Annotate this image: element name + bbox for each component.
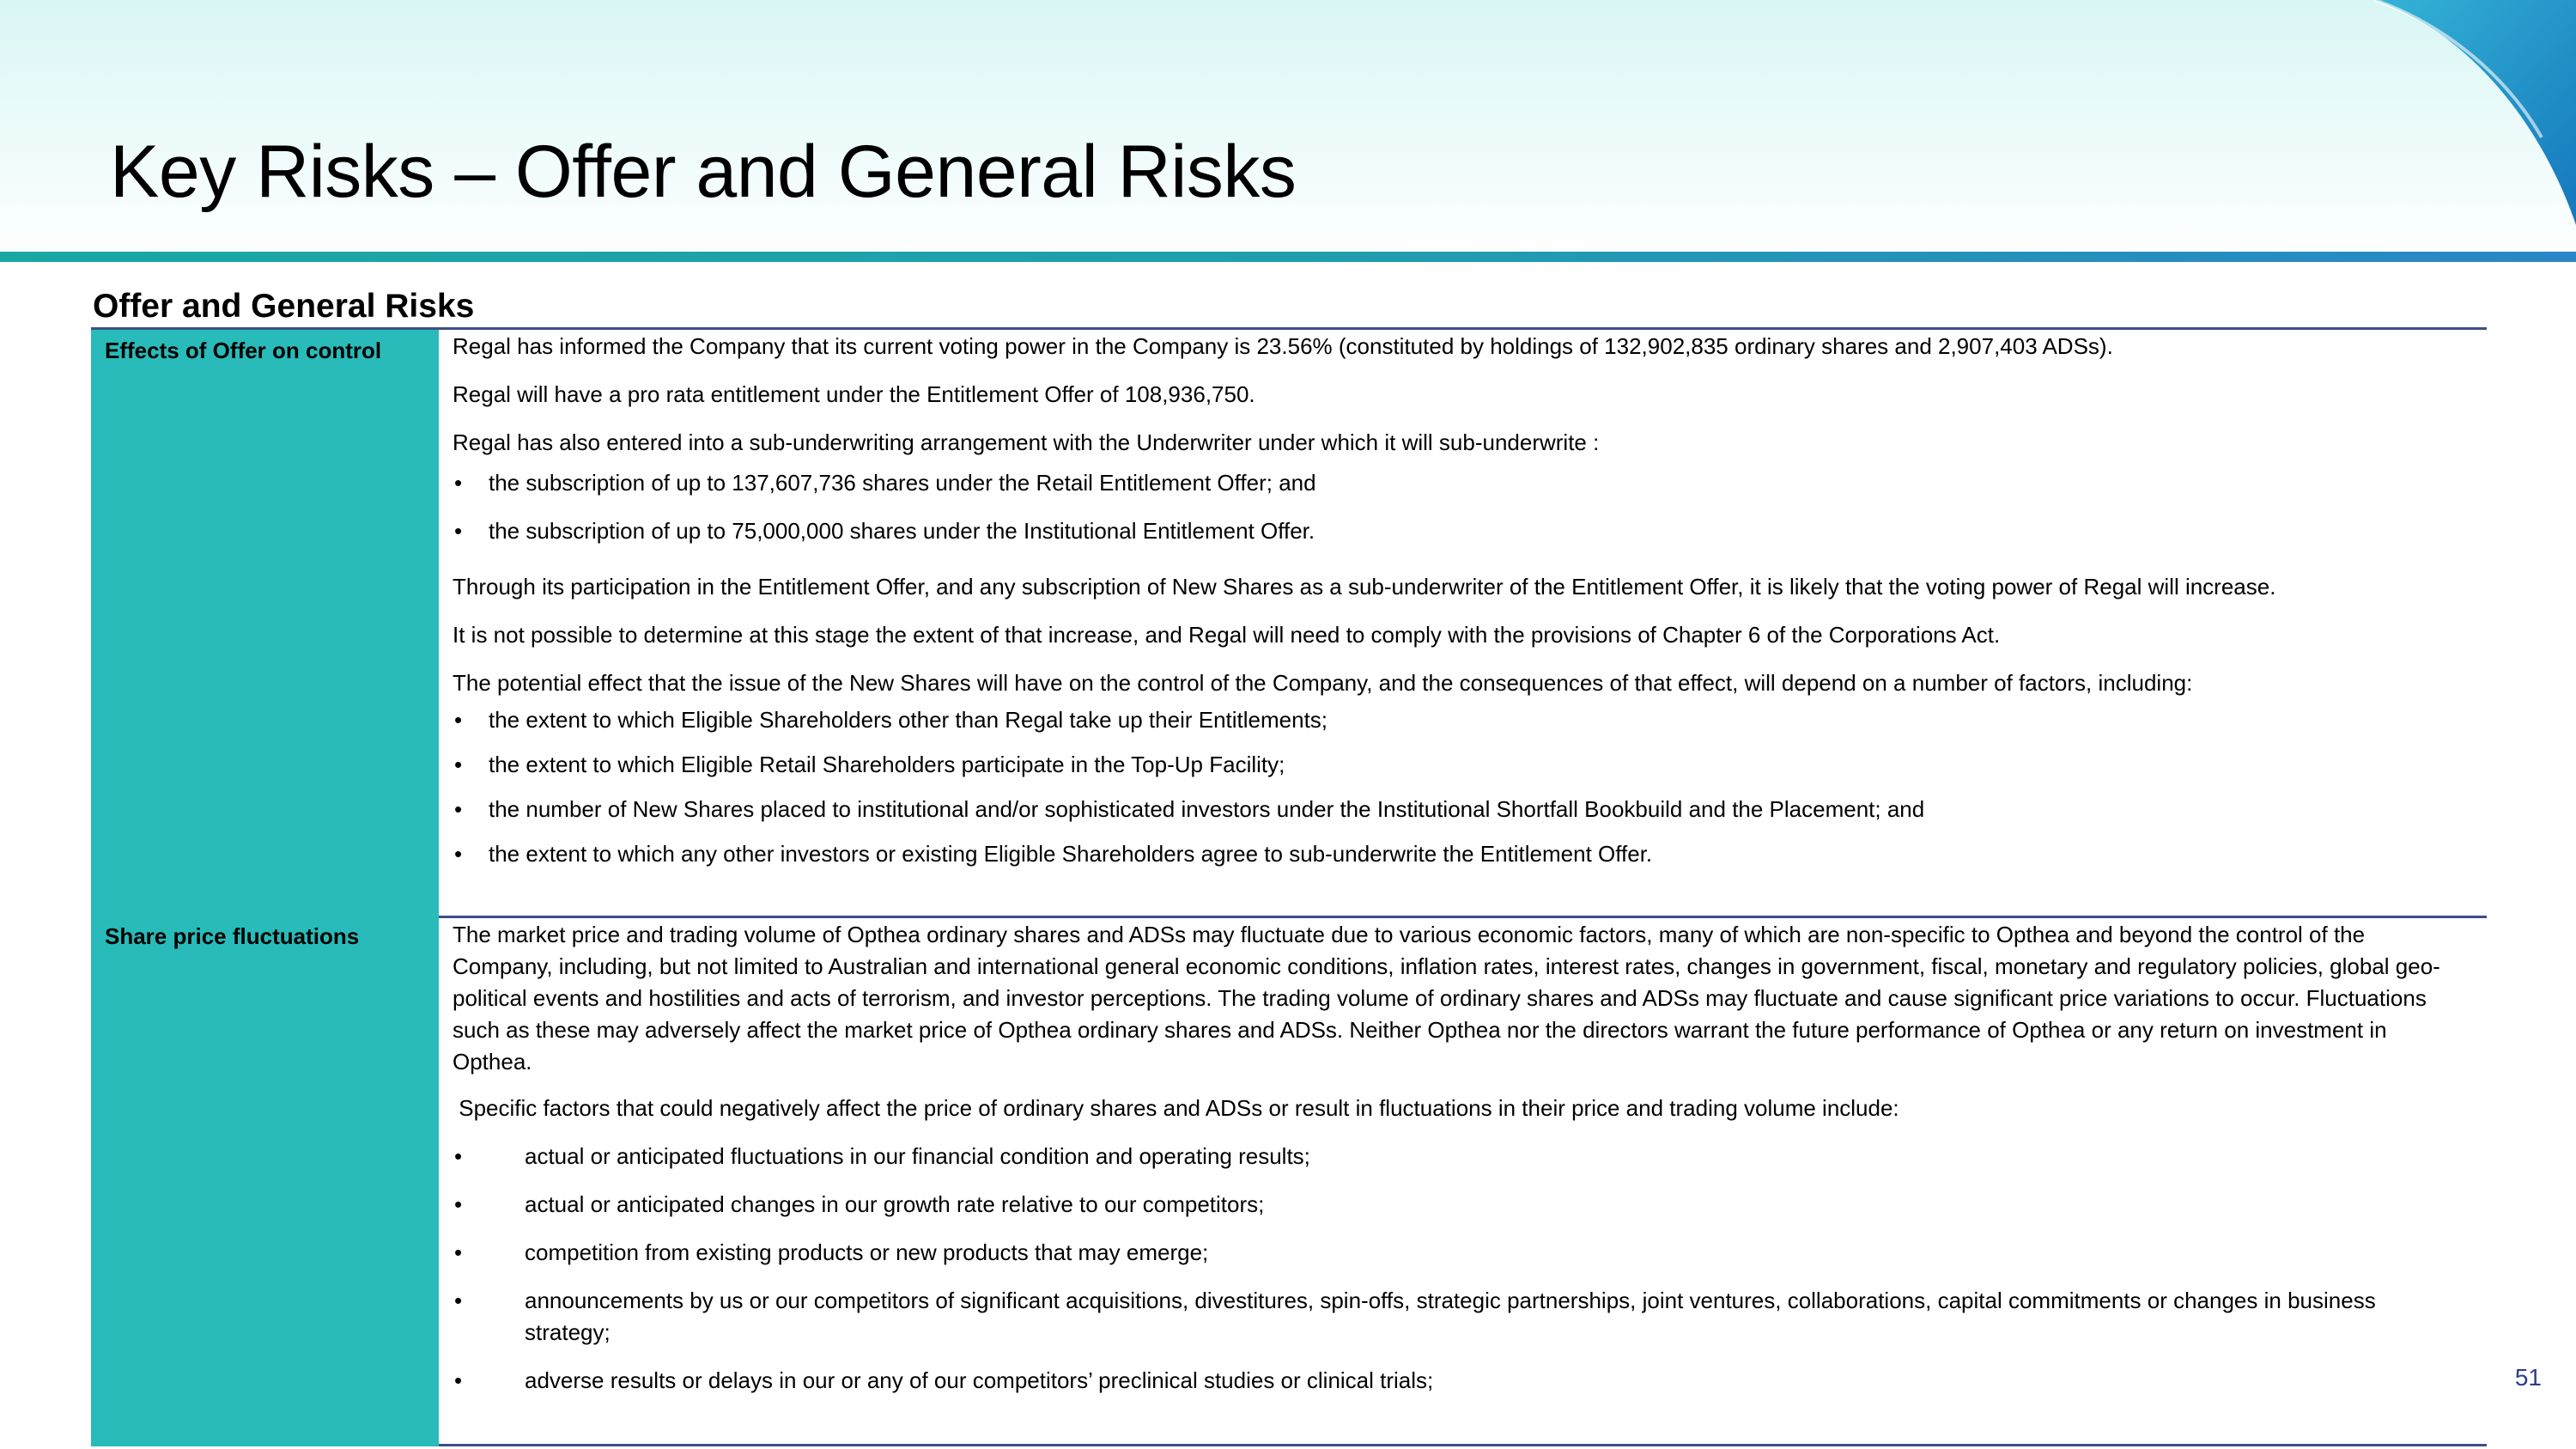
section-title: Offer and General Risks xyxy=(93,288,475,325)
page-number: 51 xyxy=(2514,1364,2542,1391)
paragraph: Regal has also entered into a sub-underwriting arrangement with the Underwriter under which it will sub-underwrite : xyxy=(453,429,1600,455)
list-item: • competition from existing products or new products that may emerge; xyxy=(454,1239,1209,1265)
header-rule xyxy=(0,252,2576,262)
row-separator xyxy=(439,916,2487,918)
list-item: • adverse results or delays in our or any of our competitors’ preclinical studies or clinical trials; xyxy=(454,1367,1434,1393)
paragraph: It is not possible to determine at this stage the extent of that increase, and Regal will need to comply with the provisions of Chapter 6 of the Corporations Act. xyxy=(453,622,2001,648)
paragraph: Through its participation in the Entitlement Offer, and any subscription of New Shares as a sub-underwriter of the Entitlement Offer, it is likely that the voting power of Regal will increase. xyxy=(453,574,2276,600)
paragraph: Regal has informed the Company that its current voting power in the Company is 23.56% (constituted by holdings of 132,902,835 ordinary shares and 2,907,403 ADSs). xyxy=(453,333,2113,359)
list-item: • the subscription of up to 75,000,000 shares under the Institutional Entitlement Offer. xyxy=(454,518,1315,544)
bullet-list xyxy=(453,704,2463,870)
paragraph: The market price and trading volume of Opthea ordinary shares and ADSs may fluctuate due to various economic factors, many of which are non-specific to Opthea and beyond the control of the Company, including, but not limited to Australian and international general economic conditions, inflation rates, interest rates, changes in government, fiscal, monetary and regulatory policies, global geo-political events and hostilities and acts of terrorism, and investor perceptions. The trading volume of ordinary shares and ADSs may fluctuate and cause significant price variations to occur. Fluctuations such as these may adversely affect the market price of Opthea ordinary shares and ADSs. Neither Opthea nor the directors warrant the future performance of Opthea or any return on investment in Opthea. xyxy=(453,922,2440,1075)
bullet-list xyxy=(453,1141,2463,1397)
list-item: • actual or anticipated fluctuations in our financial condition and operating results; xyxy=(454,1143,1310,1169)
page-title: Key Risks – Offer and General Risks xyxy=(110,131,1297,213)
table-top-border xyxy=(91,327,2487,330)
row-content-share-price xyxy=(439,919,2487,1397)
bullet-list xyxy=(453,467,2463,547)
row-label-offer-control xyxy=(91,330,439,916)
paragraph: Regal will have a pro rata entitlement under the Entitlement Offer of 108,936,750. xyxy=(453,381,1255,407)
list-item: • actual or anticipated changes in our growth rate relative to our competitors; xyxy=(454,1191,1265,1217)
row-label-text: Effects of Offer on control xyxy=(105,338,382,363)
list-item: • announcements by us or our competitors of significant acquisitions, divestitures, spin-offs, strategic partnerships, joint ventures, collaborations, capital commitments or changes in business strategy; xyxy=(454,1288,2376,1345)
list-item: • the number of New Shares placed to institutional and/or sophisticated investors under the Institutional Shortfall Bookbuild and the Placement; and xyxy=(454,796,1925,822)
list-item: • the extent to which Eligible Shareholders other than Regal take up their Entitlements; xyxy=(454,707,1328,733)
paragraph: The potential effect that the issue of the New Shares will have on the control of the Company, and the consequences of that effect, will depend on a number of factors, including: xyxy=(453,670,2193,696)
list-item: • the extent to which Eligible Retail Shareholders participate in the Top-Up Facility; xyxy=(454,752,1285,777)
paragraph: Specific factors that could negatively affect the price of ordinary shares and ADSs or result in fluctuations in their price and trading volume include: xyxy=(453,1095,1899,1121)
list-item: • the extent to which any other investors or existing Eligible Shareholders agree to sub-underwrite the Entitlement Offer. xyxy=(454,841,1653,867)
list-item: • the subscription of up to 137,607,736 shares under the Retail Entitlement Offer; and xyxy=(454,470,1316,496)
row-content-offer-control xyxy=(439,331,2487,870)
row-label-text: Share price fluctuations xyxy=(105,923,360,949)
table-bottom-border xyxy=(439,1444,2487,1446)
row-label-share-price xyxy=(91,916,439,1446)
